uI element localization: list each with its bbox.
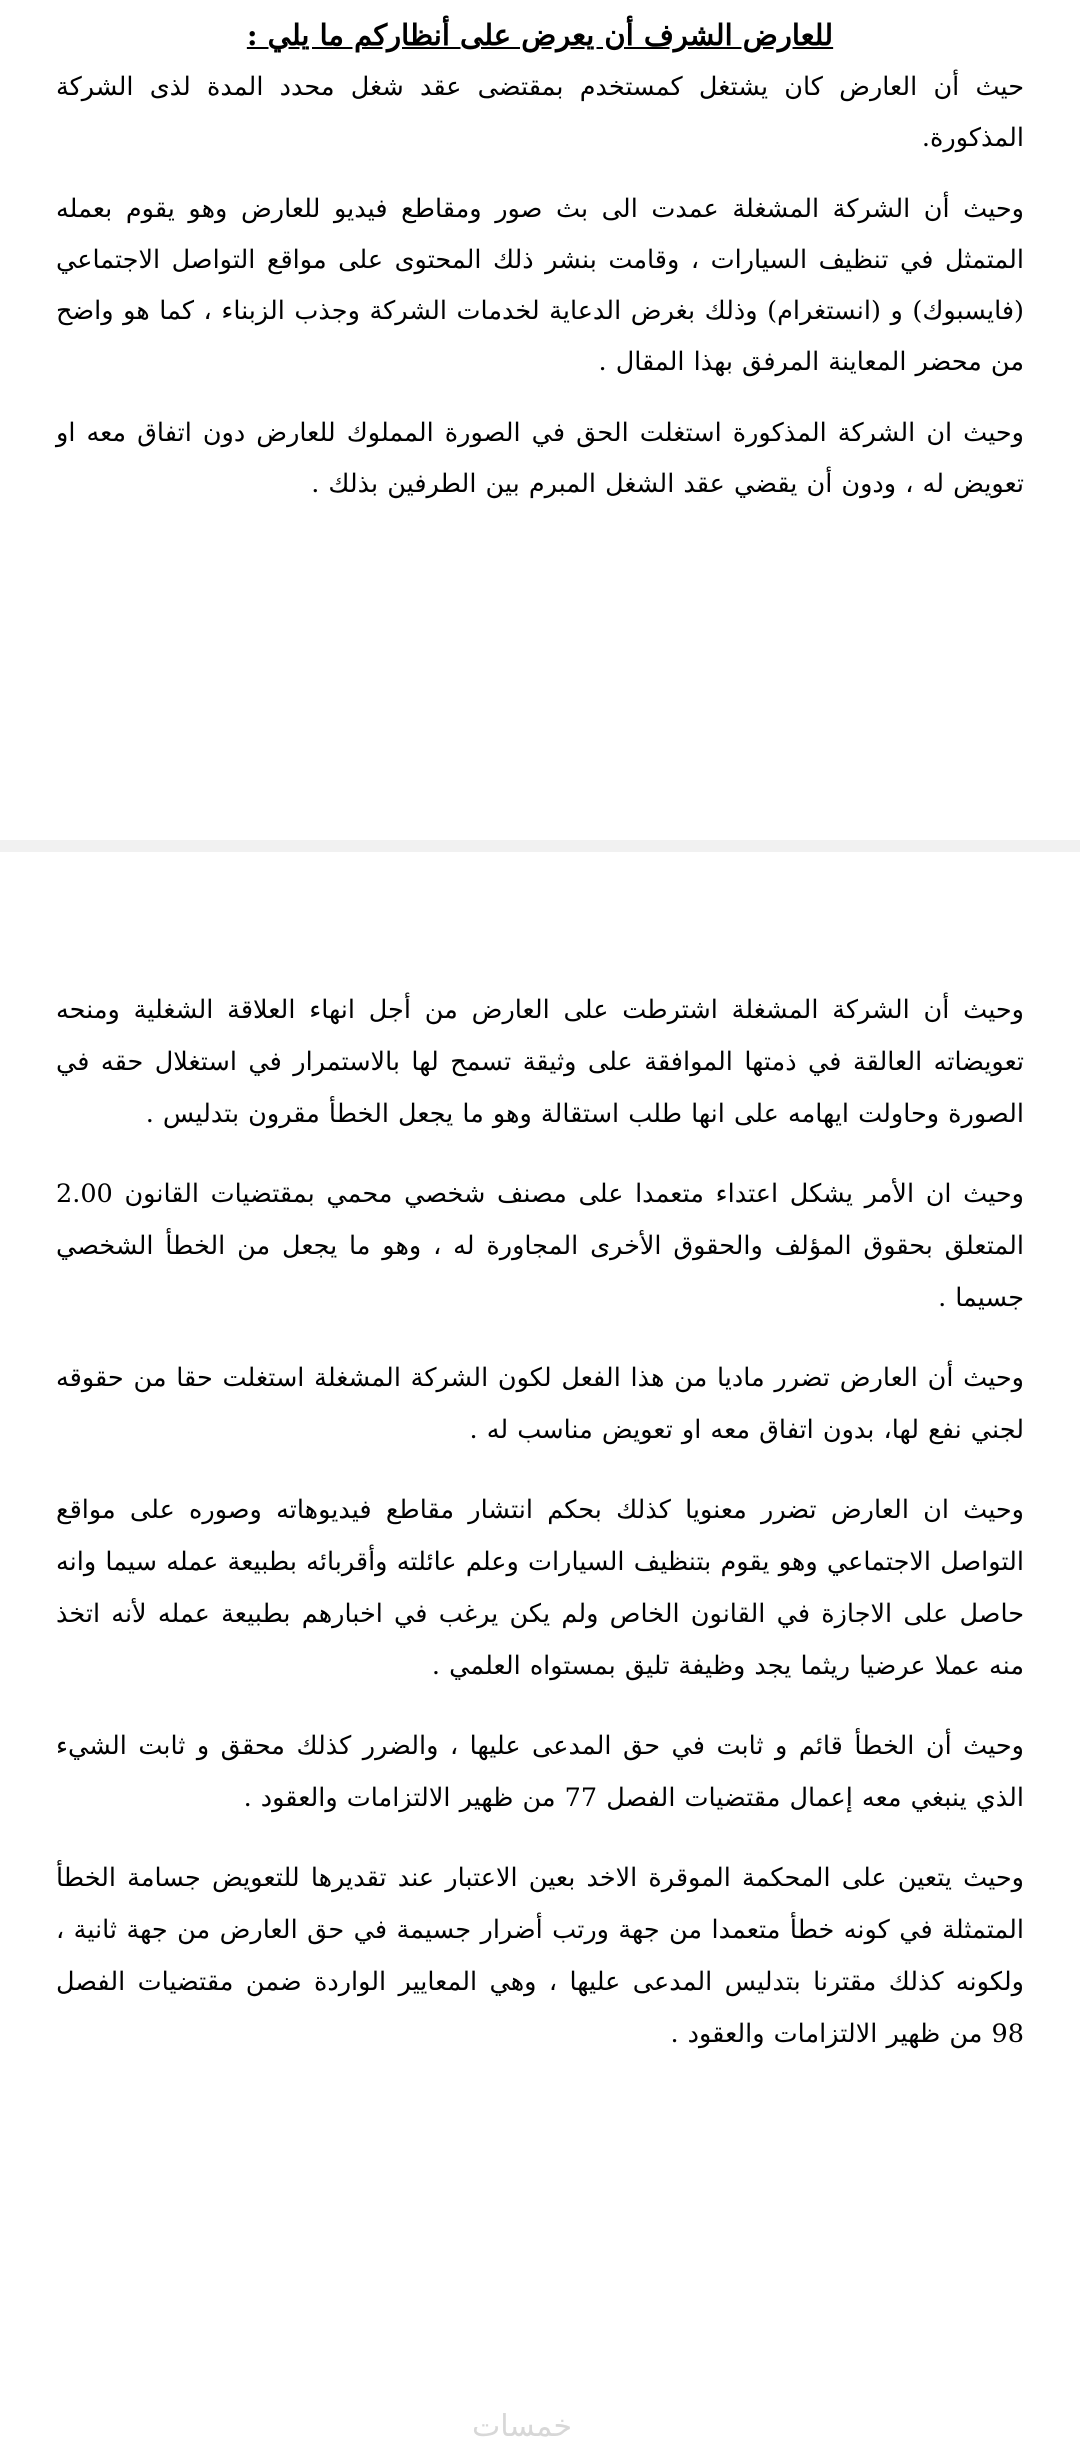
document-page-1	[0, 0, 1080, 840]
document-heading: للعارض الشرف أن يعرض على أنظاركم ما يلي :	[246, 18, 834, 52]
paragraph-published-videos: وحيث أن الشركة المشغلة عمدت الى بث صور ومقاطع فيديو للعارض وهو يقوم بعمله المتمثل في تنظيف السيارات ، وقامت بنشر ذلك المحتوى على مواقع التواصل الاجتماعي (فايسبوك) و (انستغرام) وذلك بغرض الدعاية لخدمات الشركة وجذب الزبناء ، كما هو واضح من محضر المعاينة المرفق بهذا المقال .	[56, 194, 1024, 377]
document-page-2	[0, 852, 1080, 2460]
paragraph-resignation-fraud: وحيث أن الشركة المشغلة اشترطت على العارض من أجل انهاء العلاقة الشغلية ومنحه تعويضاته العالقة في ذمتها الموافقة على وثيقة تسمح لها بالاستمرار في استغلال حقه في الصورة وحاولت ايهامه على انها طلب استقالة وهو ما يجعل الخطأ مقرون بتدليس .	[56, 995, 1024, 1129]
paragraph-article-98: وحيث يتعين على المحكمة الموقرة الاخد بعين الاعتبار عند تقديرها للتعويض جسامة الخطأ المتمثلة في كونه خطأ متعمدا من جهة ورتب أضرار جسيمة في حق العارض من جهة ثانية ، ولكونه كذلك مقترنا بتدليس المدعى عليها ، وهي المعايير الواردة ضمن مقتضيات الفصل 98 من ظهير الالتزامات والعقود .	[56, 1863, 1024, 2049]
paragraph-article-77: وحيث أن الخطأ قائم و ثابت في حق المدعى عليها ، والضرر كذلك محقق و ثابت الشيء الذي ينبغي معه إعمال مقتضيات الفصل 77 من ظهير الالتزامات والعقود .	[56, 1731, 1024, 1813]
watermark-logo: خمسات	[472, 2409, 573, 2444]
paragraph-copyright-law: وحيث ان الأمر يشكل اعتداء متعمدا على مصنف شخصي محمي بمقتضيات القانون 2.00 المتعلق بحقوق المؤلف والحقوق الأخرى المجاورة له ، وهو ما يجعل من الخطأ الشخصي جسيما .	[56, 1179, 1024, 1313]
paragraph-moral-damage: وحيث ان العارض تضرر معنويا كذلك بحكم انتشار مقاطع فيديوهاته وصوره على مواقع التواصل الاجتماعي وهو يقوم بتنظيف السيارات وعلم عائلته وأقربائه بطبيعة عمله سيما وانه حاصل على الاجازة في القانون الخاص ولم يكن يرغب في اخبارهم بطبيعة عمله لأنه اتخذ منه عملا عرضيا ريثما يجد وظيفة تليق بمستواه العلمي .	[56, 1495, 1024, 1681]
paragraph-material-damage: وحيث أن العارض تضرر ماديا من هذا الفعل لكون الشركة المشغلة استغلت حقا من حقوقه لجني نفع لها، بدون اتفاق معه او تعويض مناسب له .	[56, 1363, 1024, 1445]
paragraph-employment-contract: حيث أن العارض كان يشتغل كمستخدم بمقتضى عقد شغل محدد المدة لذى الشركة المذكورة.	[56, 72, 1024, 153]
paragraph-image-rights-exploited: وحيث ان الشركة المذكورة استغلت الحق في الصورة المملوك للعارض دون اتفاق معه او تعويض له ، ودون أن يقضي عقد الشغل المبرم بين الطرفين بذلك .	[56, 418, 1024, 499]
page-separator	[0, 840, 1080, 852]
